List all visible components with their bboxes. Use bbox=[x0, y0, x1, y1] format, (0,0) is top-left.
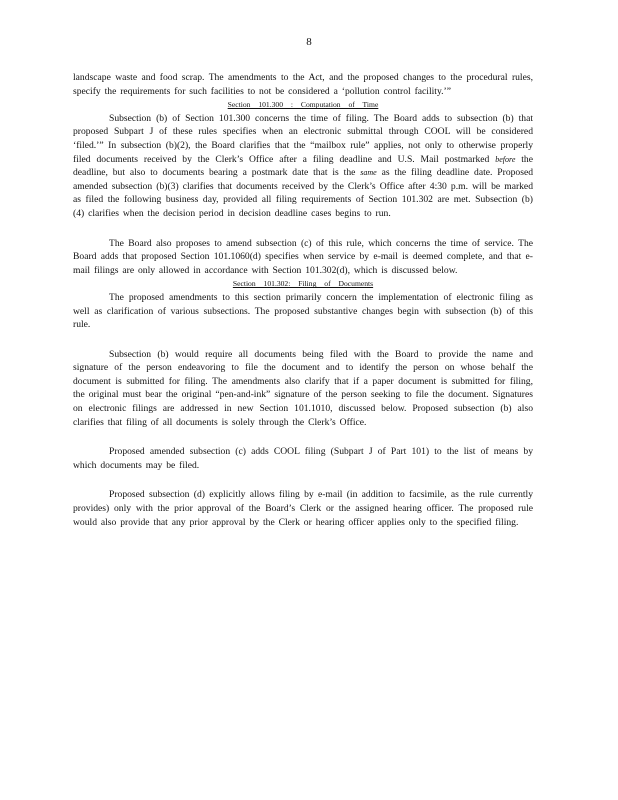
paragraph-continued: landscape waste and food scrap. The amendments to the Act, and the proposed changes to the procedural rules, specify the requirements for such facilities to not be considered a ‘pollution control facility.’” bbox=[73, 72, 533, 97]
paragraph-time-of-filing-part3: as the filing deadline date. Proposed amended subsection (b)(3) clarifies that documents received by the Clerk’s Office after 4:30 p.m. will be marked as filed the following business day, provided all filing requirements of Section 101.302 are met. Subsection (b)(4) clarifies when the decision period in decision deadline cases begins to run. bbox=[73, 167, 534, 219]
section-heading-101-302 bbox=[73, 277, 533, 291]
paragraph-subsection-c: Proposed amended subsection (c) adds COOL filing (Subpart J of Part 101) to the list of means by which documents may be filed. bbox=[73, 446, 533, 471]
emphasis-before: before bbox=[495, 154, 516, 164]
paragraph-time-of-filing-part2: the deadline, but also to documents bearing a postmark date that is the bbox=[73, 153, 533, 179]
section-heading-101-300 bbox=[73, 98, 533, 112]
page-number: 8 bbox=[306, 36, 312, 48]
paragraph-time-of-filing-part1: Subsection (b) of Section 101.300 concerns the time of filing. The Board adds to subsection (b) that proposed Subpart J of these rules specifies when an electronic submittal through COOL will be considered ‘filed.’” In subsection (b)(2), the Board clarifies that the “mailbox rule” applies, not only to otherwise properly filed documents received by the Clerk’s Office after a filing deadline and U.S. Mail postmarked bbox=[73, 112, 533, 165]
paragraph-time-of-filing bbox=[73, 112, 533, 221]
paragraph-subsection-d: Proposed subsection (d) explicitly allows filing by e-mail (in addition to facsimile, as the rule currently provides) only with the prior approval of the Board’s Clerk or the assigned hearing officer. The proposed rule would also provide that any prior approval by the Clerk or hearing officer applies only to the specified filing. bbox=[73, 489, 533, 528]
paragraph-time-of-service: The Board also proposes to amend subsection (c) of this rule, which concerns the time of service. The Board adds that proposed Section 101.1060(d) specifies when service by e-mail is deemed complete, and that e-mail filings are only allowed in accordance with Section 101.302(d), which is discussed below. bbox=[73, 237, 533, 276]
paragraph-electronic-filing: The proposed amendments to this section primarily concern the implementation of electronic filing as well as clarification of various subsections. The proposed substantive changes begin with subsection (b) of this rule. bbox=[73, 291, 533, 331]
section-heading-101-302-text: Section 101.302: Filing of Documents bbox=[232, 279, 374, 289]
paragraph-subsection-b: Subsection (b) would require all documents being filed with the Board to provide the name and signature of the person endeavoring to file the document and to identify the person on whose behalf the document is submitted for filing. The amendments also clarify that if a paper document is submitted for filing, the original must bear the original “pen-and-ink” signature of the person seeking to file the document. Signatures on electronic filings are addressed in new Section 101.1010, discussed below. Proposed subsection (b) also clarifies that filing of all documents is solely through the Clerk’s Office. bbox=[73, 348, 533, 428]
document-body bbox=[73, 71, 533, 529]
section-heading-101-300-text: Section 101.300 : Computation of Time bbox=[227, 100, 379, 110]
emphasis-same: same bbox=[360, 168, 377, 178]
